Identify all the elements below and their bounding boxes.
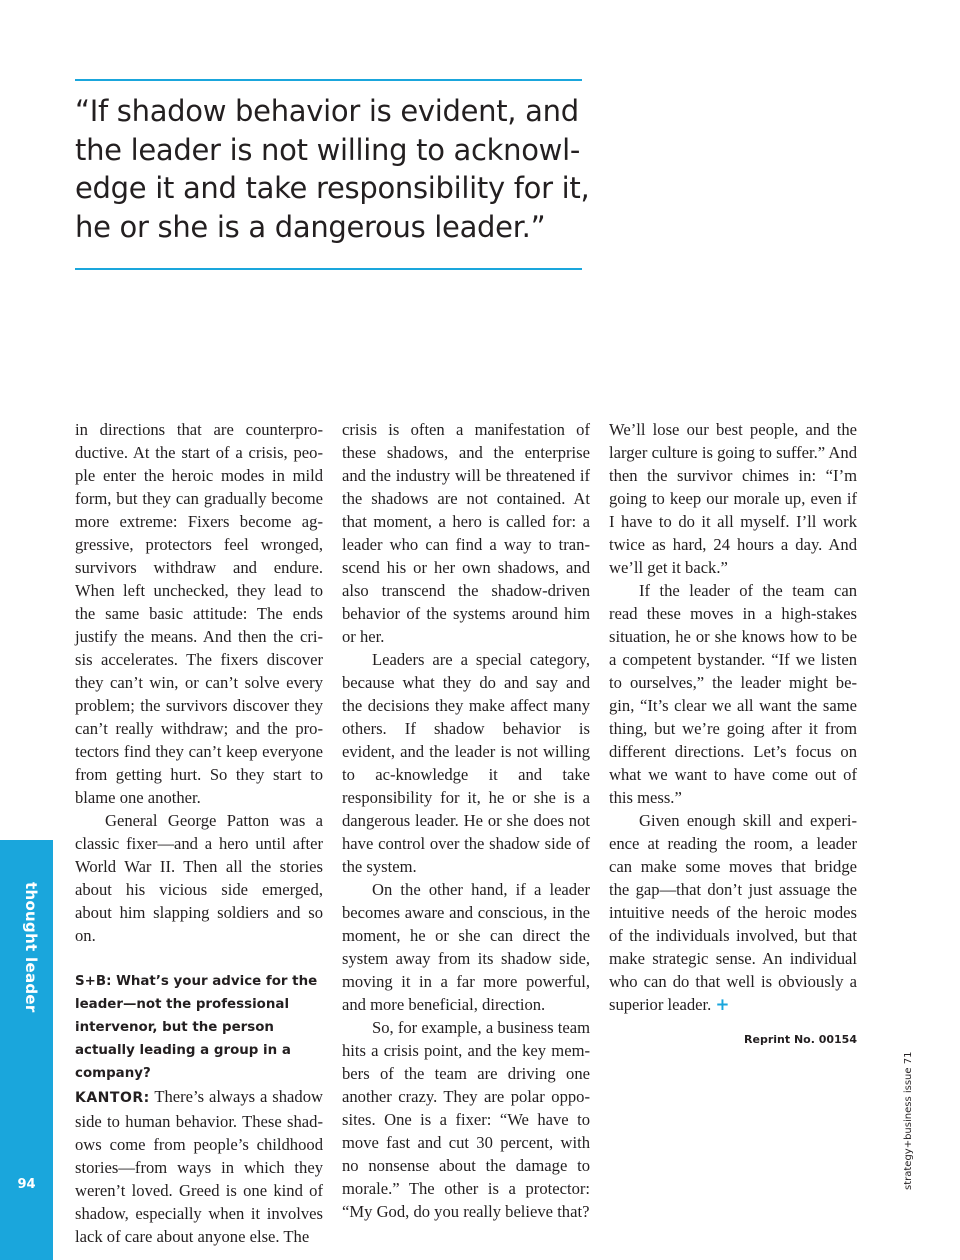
interview-question: S+B: What’s your advice for the leader—not the professional intervenor, but the person actually leading a group in a company? xyxy=(75,974,318,1081)
section-label: thought leader xyxy=(22,882,40,1013)
issue-label: strategy+business issue 71 xyxy=(903,1051,914,1190)
paragraph: General George Patton was a classic fixer—and a hero until after World War II. Then all the stories about his vicious side emerged, about him slapping soldiers and so on. xyxy=(75,811,323,945)
paragraph: crisis is often a manifestation of these shadows, and the enterprise and the industry will be threatened if the shadows are not contained. At that moment, a hero is called for: a leader who can find a way to tran-scend his or her own shadows, and also transcend the shadow-driven behavior of the systems around him or her. xyxy=(342,420,590,646)
column-3 xyxy=(609,418,857,1051)
paragraph: On the other hand, if a leader becomes aware and conscious, in the moment, he or she can direct the system away from its shadow side, moving it in a far more powerful, and more beneficial, direction. xyxy=(342,880,590,1014)
paragraph: Given enough skill and experi-ence at reading the room, a leader can make some moves that bridge the gap—that don’t just assuage the intuitive needs of the heroic modes of the individuals involved, but that make strategic sense. An individual who can do that well is obviously a superior leader. + xyxy=(609,811,857,1014)
end-mark-icon: + xyxy=(715,995,730,1014)
paragraph: in directions that are counterpro-ductive. At the start of a crisis, peo-ple enter the heroic modes in mild form, but they can gradually become more extreme: Fixers become ag-gressive, protectors feel wronged, survivors withdraw and endure. When left unchecked, they lead to the same basic attitude: The ends justify the means. And then the cri-sis accelerates. The fixers discover they can’t win, or can’t solve every problem; the survivors discover they can’t really withdraw; and the pro-tectors find they can’t keep everyone from getting hurt. So they start to blame one another. xyxy=(75,420,323,807)
paragraph: Leaders are a special category, because what they do and say and the decisions they make affect many others. If shadow behavior is evident, and the leader is not willing to ac-knowledge it and take responsibility for it, he or she is a dangerous leader. He or she does not have control over the shadow side of the system. xyxy=(342,650,590,876)
reprint-number: Reprint No. 00154 xyxy=(744,1033,857,1046)
paragraph: So, for example, a business team hits a crisis point, and the key mem-bers of the team are driving one another crazy. They are polar oppo-sites. One is a fixer: “We have to move fast and cut 30 percent, with no nonsense about the damage to morale.” The other is a protector: “My God, do you really believe that? xyxy=(342,1018,590,1221)
bottom-rule xyxy=(75,268,582,270)
speaker-label: KANTOR: xyxy=(75,1090,150,1106)
column-1 xyxy=(75,418,323,1248)
column-2 xyxy=(342,418,590,1223)
paragraph: If the leader of the team can read these moves in a high-stakes situation, he or she knows how to be a competent bystander. “If we listen to ourselves,” the leader might be-gin, “It’s clear we all want the same thing, but we’re going after it from different directions. Let’s focus on what we want to have come out of this mess.” xyxy=(609,581,857,807)
top-rule xyxy=(75,79,582,81)
page-number: 94 xyxy=(17,1177,36,1192)
pull-quote: “If shadow behavior is evident, and the leader is not willing to acknowl-edge it and take responsibility for it, he or she is a dangerous leader.” xyxy=(75,94,590,244)
paragraph: We’ll lose our best people, and the larger culture is going to suffer.” And then the survivor chimes in: “I’m going to keep our morale up, even if I have to do it all myself. I’ll work twice as hard, 24 hours a day. And we’ll get it back.” xyxy=(609,420,857,577)
interview-answer: KANTOR: There’s always a shadow side to human behavior. These shad-ows come from people’s childhood stories—from ways in which they weren’t loved. Greed is one kind of shadow, especially when it involves lack of care about anyone else. The xyxy=(75,1087,323,1246)
